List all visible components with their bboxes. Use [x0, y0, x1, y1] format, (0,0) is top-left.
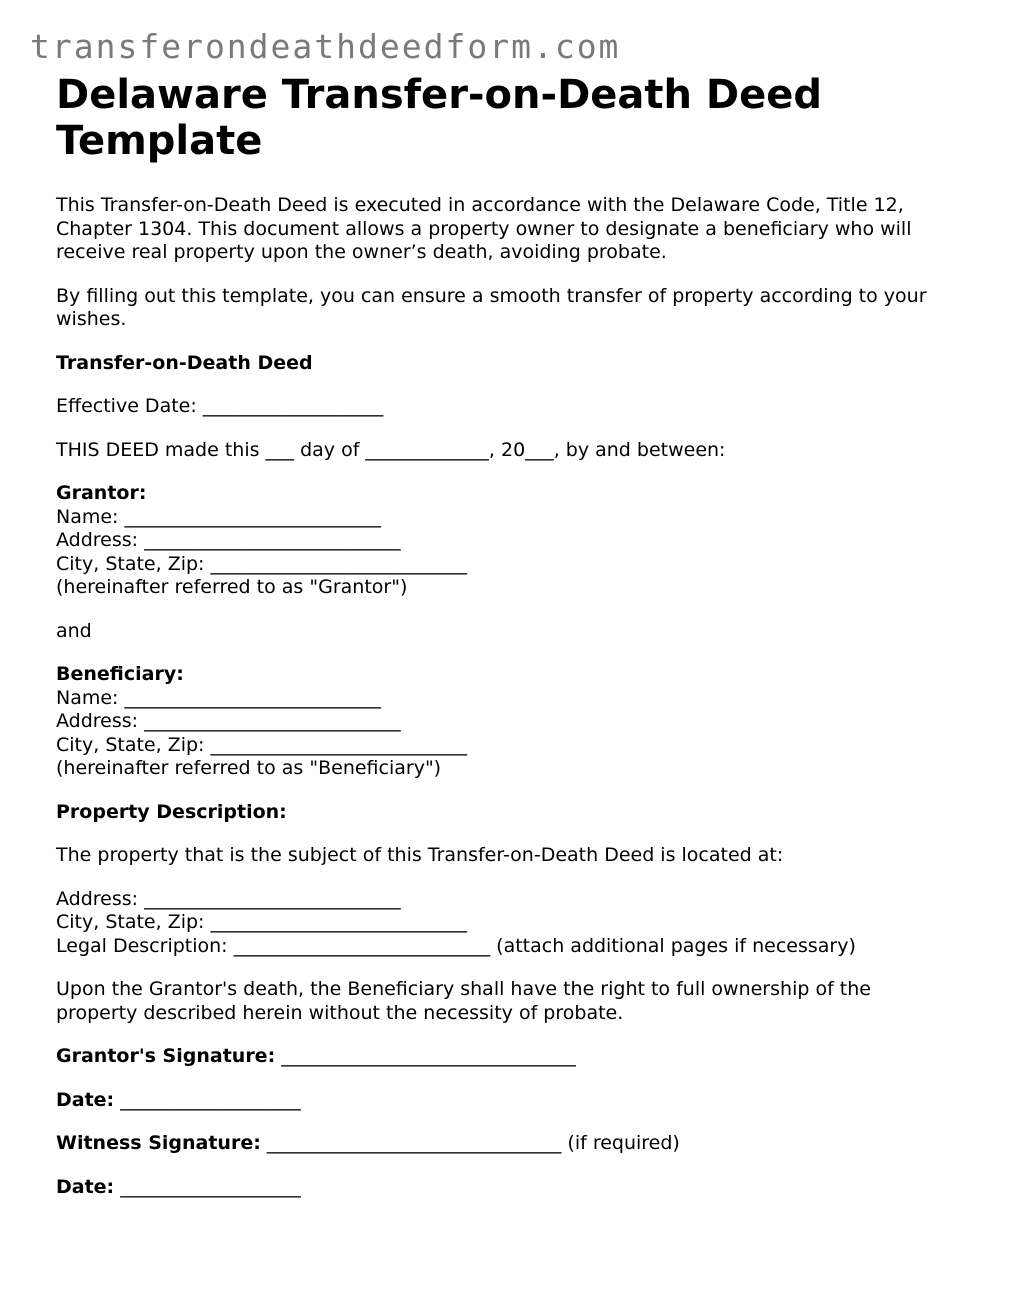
grantor-name-field: Name: ___________________________ — [56, 505, 381, 528]
legal-description-note: (attach additional pages if necessary) — [496, 934, 856, 957]
grantor-reference: (hereinafter referred to as "Grantor") — [56, 576, 408, 598]
property-heading: Property Description: — [56, 800, 287, 823]
deed-made-line: THIS DEED made this ___ day of _____________, 20___, by and between: — [56, 438, 726, 461]
deed-heading: Transfer-on-Death Deed — [56, 351, 313, 374]
property-intro: The property that is the subject of this Transfer-on-Death Deed is located at: — [56, 844, 784, 866]
intro-paragraph-2: By filling out this template, you can ensure a smooth transfer of property according to your wishes. — [56, 284, 927, 330]
witness-signature-note: (if required) — [567, 1132, 680, 1154]
watermark: transferondeathdeedform.com — [30, 27, 621, 66]
grantor-date-line: ___________________ — [120, 1088, 301, 1111]
grantor-signature-line: _______________________________ — [281, 1045, 576, 1067]
grantor-address-field: Address: ___________________________ — [56, 529, 401, 551]
property-city-field: City, State, Zip: ___________________________ — [56, 911, 467, 933]
witness-date-line: ___________________ — [120, 1175, 301, 1198]
grantor-city-field: City, State, Zip: ___________________________ — [56, 552, 467, 575]
beneficiary-section — [56, 663, 956, 781]
grantor-signature-label: Grantor's Signature: — [56, 1045, 276, 1067]
grantor-heading: Grantor: — [56, 482, 147, 504]
witness-date-field — [56, 1176, 956, 1200]
upon-death-paragraph: Upon the Grantor's death, the Beneficiary shall have the right to full ownership of the property described herein without the necessity of probate. — [56, 978, 871, 1024]
grantor-section — [56, 482, 956, 600]
page-title: Delaware Transfer-on-Death Deed Template — [56, 72, 823, 164]
legal-description-label: Legal Description: ___________________________ — [56, 934, 491, 957]
witness-signature-label: Witness Signature: — [56, 1132, 261, 1154]
witness-signature-line: _______________________________ — [266, 1132, 562, 1154]
beneficiary-heading: Beneficiary: — [56, 663, 184, 685]
grantor-date-field — [56, 1089, 956, 1113]
beneficiary-name-field: Name: ___________________________ — [56, 686, 381, 709]
intro-paragraph-1: This Transfer-on-Death Deed is executed in accordance with the Delaware Code, Title 12, Chapter 1304. This document allows a property owner to designate a beneficiary who will receive real property upon the owner’s death, avoiding probate. — [56, 194, 912, 263]
witness-date-label: Date: — [56, 1175, 115, 1198]
property-section — [56, 888, 956, 959]
document-body — [56, 72, 956, 1199]
property-address-field: Address: ___________________________ — [56, 887, 401, 910]
beneficiary-reference: (hereinafter referred to as "Beneficiary") — [56, 757, 442, 779]
and-text: and — [56, 619, 92, 642]
beneficiary-city-field: City, State, Zip: ___________________________ — [56, 733, 467, 756]
property-legal-field — [56, 935, 956, 959]
grantor-signature-field — [56, 1045, 956, 1069]
grantor-date-label: Date: — [56, 1088, 115, 1111]
beneficiary-address-field: Address: ___________________________ — [56, 710, 401, 732]
effective-date-field: Effective Date: ___________________ — [56, 395, 384, 417]
witness-signature-field — [56, 1132, 956, 1156]
